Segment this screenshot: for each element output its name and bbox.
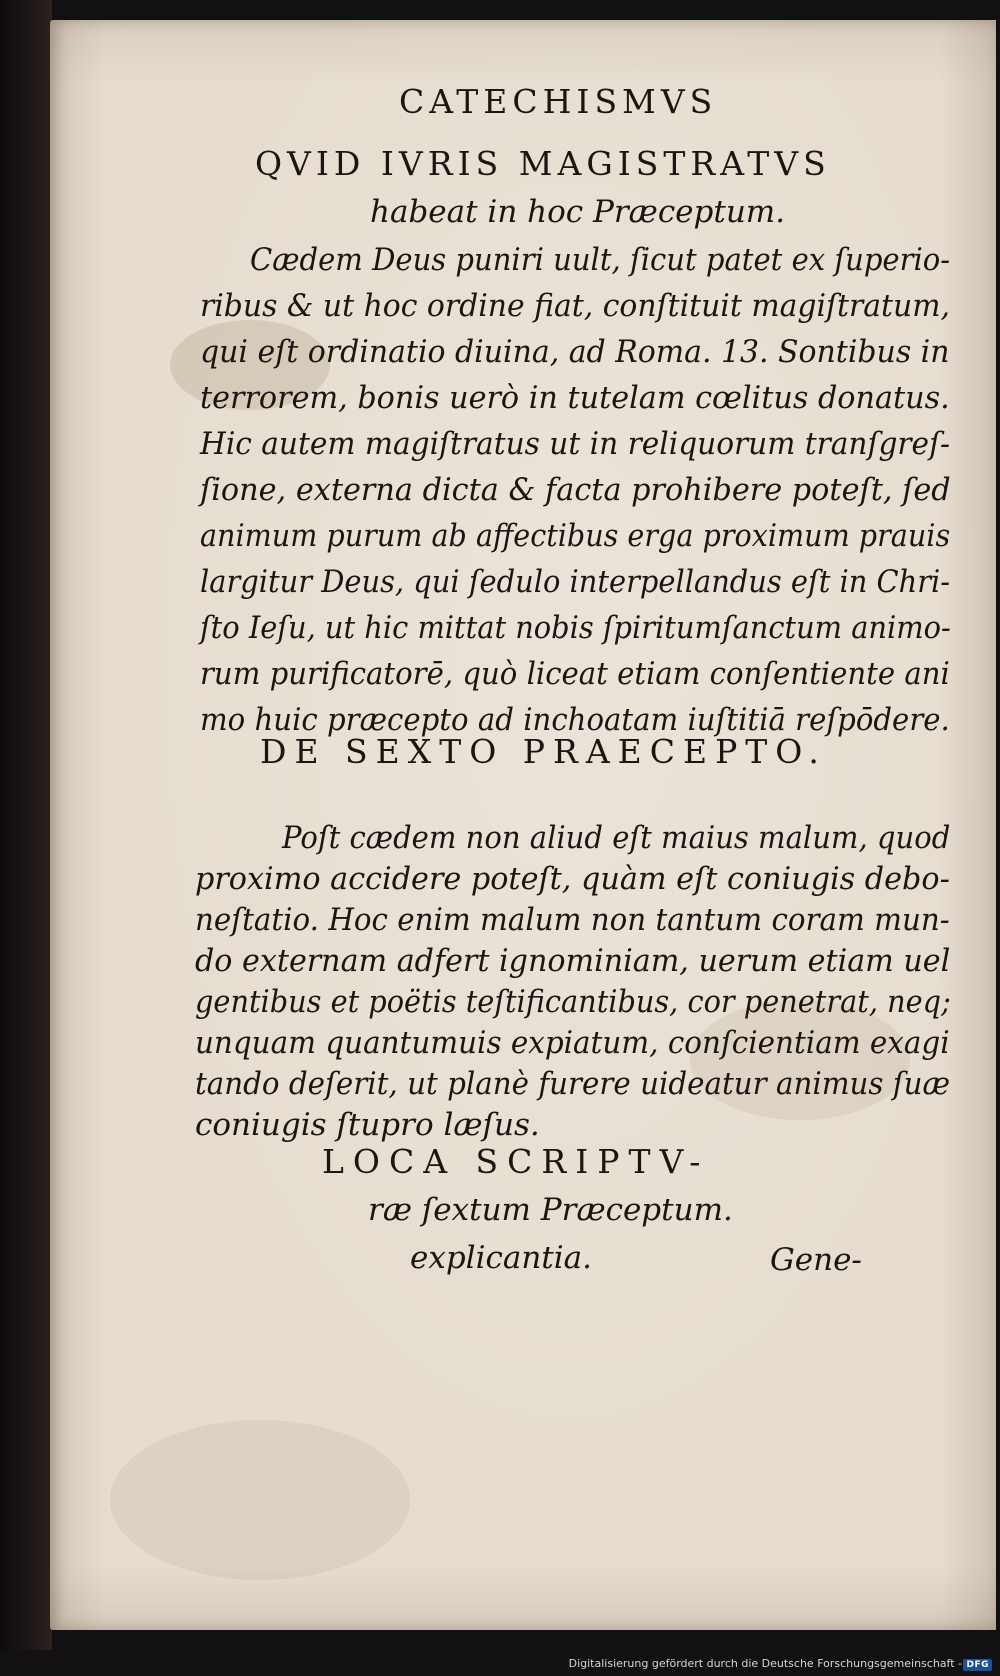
text-line: ſto Ieſu, ut hic mittat nobis ſpiritumſanctum animo- (200, 610, 951, 646)
text-line: Poſt cædem non aliud eſt maius malum, quod (282, 820, 951, 856)
dfg-logo: DFG (963, 1659, 992, 1671)
catchword: Gene- (770, 1242, 862, 1278)
text-line: Cædem Deus puniri uult, ſicut patet ex ſuperio- (250, 242, 951, 278)
running-head: CATECHISMVS (399, 82, 718, 121)
text-line: qui eſt ordinatio diuina, ad Roma. 13. Sontibus in (200, 334, 950, 370)
text-line: largitur Deus, qui ſedulo interpellandus eſt in Chri- (200, 564, 951, 600)
text-line: neſtatio. Hoc enim malum non tantum coram mun- (195, 902, 950, 938)
text-line: ſione, externa dicta & facta prohibere poteſt, ſed (200, 472, 951, 508)
loca-heading: LOCA SCRIPTV- (322, 1142, 710, 1181)
text-line: do externam adfert ignominiam, uerum etiam uel (195, 943, 951, 979)
text-line: animum purum ab affectibus erga proximum prauis (200, 518, 951, 554)
section-heading-caps: QVID IVRIS MAGISTRATVS (255, 144, 831, 183)
paper-stain (110, 1420, 410, 1580)
digitization-credit: Digitalisierung gefördert durch die Deutsche Forschungsgemeinschaft - (568, 1657, 962, 1670)
loca-subheading: ræ ſextum Præceptum. (368, 1192, 733, 1228)
text-line: terrorem, bonis uerò in tutelam cœlitus donatus. (200, 380, 950, 416)
text-line: Hic autem magiſtratus ut in reliquorum tranſgreſ- (200, 426, 951, 462)
text-line: ribus & ut hoc ordine fiat, conſtituit magiſtratum, (200, 288, 951, 324)
book-edge-shadow (0, 0, 52, 1650)
text-line: proximo accidere poteſt, quàm eſt coniugis debo- (195, 861, 950, 897)
text-line: gentibus et poëtis teſtificantibus, cor penetrat, neq; (195, 984, 951, 1020)
text-line: unquam quantumuis expiatum, conſcientiam exagi (195, 1025, 950, 1061)
loca-subheading-end: explicantia. (410, 1240, 593, 1276)
book-page (50, 20, 996, 1630)
text-line: mo huic præcepto ad inchoatam iuſtitiā reſpōdere. (200, 702, 950, 738)
text-line: rum purificatorē, quò liceat etiam conſentiente ani (200, 656, 950, 692)
text-line: tando deſerit, ut planè furere uideatur animus ſuæ (195, 1066, 951, 1102)
text-line: coniugis ſtupro læſus. (195, 1107, 540, 1143)
section-title: DE SEXTO PRAECEPTO. (260, 732, 827, 771)
section-heading-italic: habeat in hoc Præceptum. (370, 194, 786, 230)
